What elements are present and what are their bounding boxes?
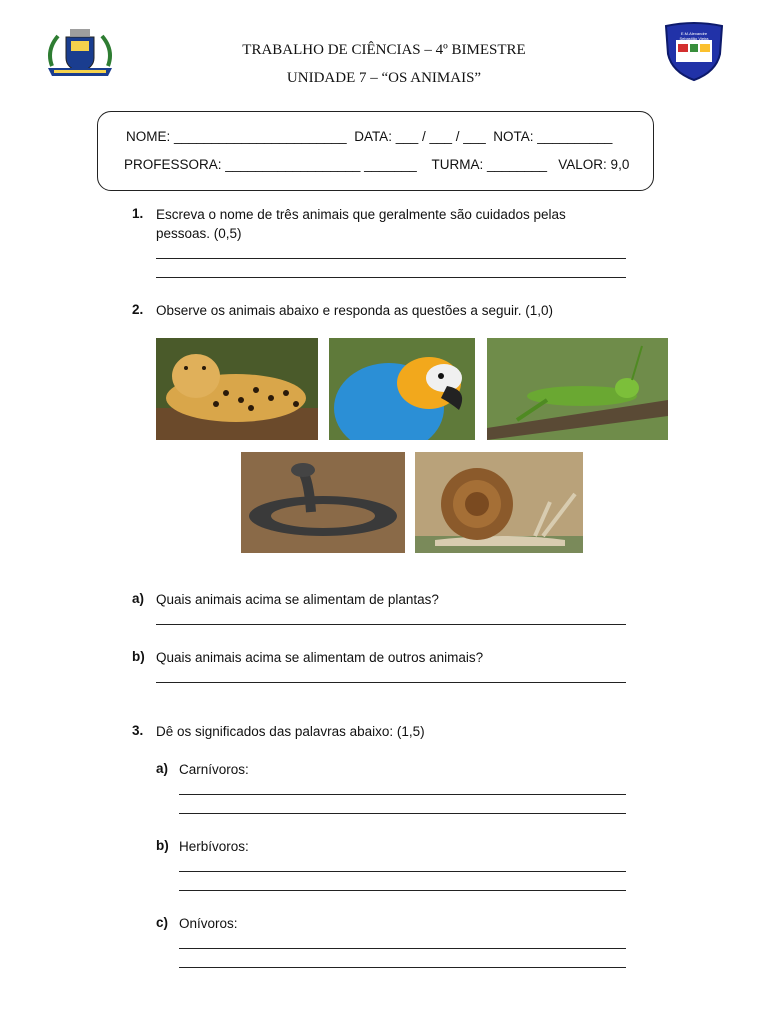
answer-line[interactable] [156, 258, 626, 259]
student-info-line-2[interactable]: PROFESSORA: __________________ _______ TURMA: ________ VALOR: 9,0 [124, 157, 630, 172]
worksheet-title: TRABALHO DE CIÊNCIAS – 4º BIMESTRE [242, 42, 526, 58]
snail-photo [415, 452, 583, 553]
question-1-number: 1. [132, 206, 144, 221]
answer-line[interactable] [179, 890, 626, 891]
answer-line[interactable] [179, 813, 626, 814]
question-2-text: Observe os animais abaixo e responda as questões a seguir. (1,0) [156, 303, 553, 318]
question-3b-text: Herbívoros: [179, 839, 249, 854]
answer-line[interactable] [179, 948, 626, 949]
macaw-photo [329, 338, 475, 440]
question-2a-text: Quais animais acima se alimentam de plantas? [156, 592, 439, 607]
student-info-line-1[interactable]: NOME: _______________________ DATA: ___ / ___ / ___ NOTA: __________ [126, 129, 613, 144]
answer-line[interactable] [156, 277, 626, 278]
question-3b-letter: b) [156, 838, 169, 853]
answer-line[interactable] [179, 794, 626, 795]
question-3-text: Dê os significados das palavras abaixo: (1,5) [156, 724, 425, 739]
question-2b-text: Quais animais acima se alimentam de outros animais? [156, 650, 484, 665]
question-3c-letter: c) [156, 915, 169, 930]
answer-line[interactable] [156, 624, 626, 625]
question-3c-text: Onívoros: [179, 916, 238, 931]
grasshopper-photo [487, 338, 668, 440]
answer-line[interactable] [179, 967, 626, 968]
worksheet-subtitle: UNIDADE 7 – “OS ANIMAIS” [286, 70, 482, 86]
question-2b-letter: b) [132, 649, 145, 664]
question-3-number: 3. [132, 723, 144, 738]
answer-line[interactable] [156, 682, 626, 683]
question-3a-letter: a) [156, 761, 169, 776]
student-info-box [97, 111, 654, 191]
school-badge-text: E.M.Alexandre Sebastião Vieira [679, 31, 709, 41]
answer-line[interactable] [179, 871, 626, 872]
question-2a-letter: a) [132, 591, 145, 606]
jaguar-photo [156, 338, 318, 440]
question-2-number: 2. [132, 302, 144, 317]
snake-photo [241, 452, 405, 553]
question-3a-text: Carnívoros: [179, 762, 249, 777]
question-1-text: Escreva o nome de três animais que geralmente são cuidados pelas pessoas. (0,5) [156, 207, 566, 241]
